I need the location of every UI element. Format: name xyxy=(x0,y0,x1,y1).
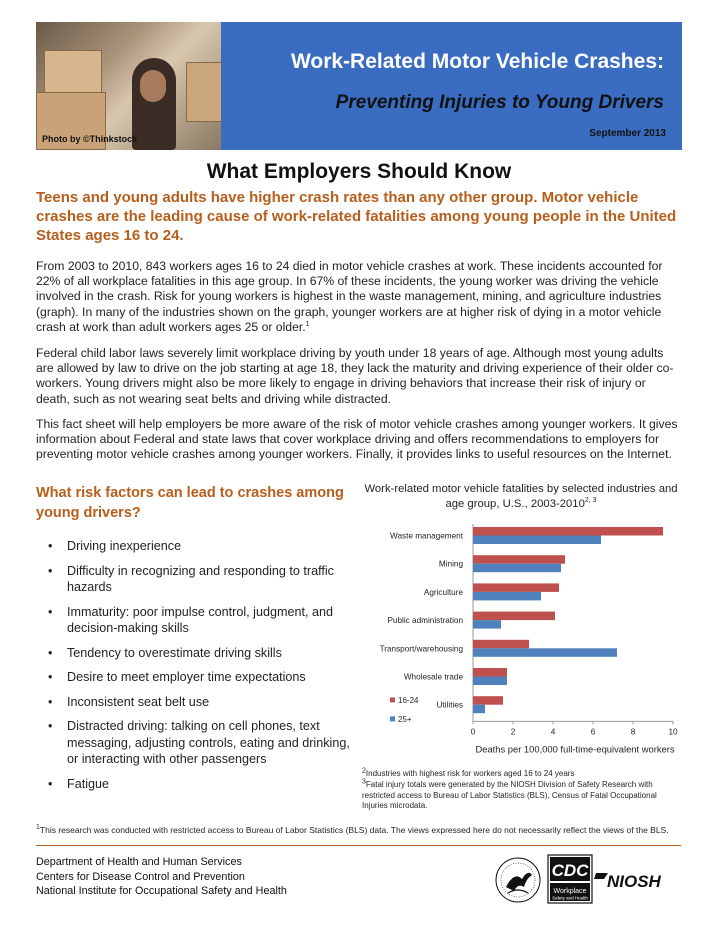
bar-25+ xyxy=(473,620,501,629)
agency-line-1: Department of Health and Human Services xyxy=(36,856,242,868)
niosh-logo xyxy=(594,872,662,891)
chart-title xyxy=(360,482,682,512)
bar-25+ xyxy=(473,564,561,573)
agency-block xyxy=(36,855,287,899)
document-subtitle: Preventing Injuries to Young Drivers xyxy=(335,92,664,113)
risk-item: • Desire to meet employer time expectations xyxy=(48,669,358,686)
risk-item: • Driving inexperience xyxy=(48,538,358,555)
agency-logos xyxy=(492,849,682,907)
niosh-logo-text: NIOSH xyxy=(607,872,661,891)
risk-heading: What risk factors can lead to crashes among young drivers? xyxy=(36,485,344,521)
x-tick-label: 0 xyxy=(470,727,476,737)
box-shape xyxy=(186,62,221,122)
bar-16-24 xyxy=(473,555,565,564)
chart-notes xyxy=(362,769,684,812)
risk-item: • Inconsistent seat belt use xyxy=(48,694,358,711)
body-paragraph-1-text: From 2003 to 2010, 843 workers ages 16 to 24 died in motor vehicle crashes at work. These incidents accounted for 22% of all workplace fatalities in this age group. In 67% of these incidents, the young worker was driving the vehicle involved in the crash. Risk for young workers is highest in the waste management, mining, and agriculture industries (graph). In many of the industries shown on the graph, younger workers are at higher risk of dying in a motor vehicle crash at work than adult workers ages 25 or older. xyxy=(36,259,663,334)
note-ref: 3 xyxy=(362,778,366,786)
x-tick-label: 4 xyxy=(550,727,556,737)
risk-item: • Immaturity: poor impulse control, judgment, and decision-making skills xyxy=(48,604,358,637)
x-tick-label: 2 xyxy=(510,727,516,737)
x-tick-label: 10 xyxy=(668,727,678,737)
bar-25+ xyxy=(473,705,485,714)
category-label: Utilities xyxy=(436,700,463,710)
cdc-sub-text: Workplace xyxy=(553,888,587,895)
lead-paragraph: Teens and young adults have higher crash rates than any other group. Motor vehicle crashes are the leading cause of work-related fatalities among young people in the United States ages 16 to 24. xyxy=(36,189,677,244)
x-axis-label: Deaths per 100,000 full-time-equivalent workers xyxy=(475,743,675,755)
risk-item: • Fatigue xyxy=(48,776,358,793)
bar-25+ xyxy=(473,536,601,545)
bar-16-24 xyxy=(473,668,507,677)
bar-16-24 xyxy=(473,696,503,705)
photo-credit: Photo by ©Thinkstock xyxy=(42,134,138,144)
box-shape xyxy=(44,50,102,94)
agency-line-2: Centers for Disease Control and Prevention xyxy=(36,870,245,883)
x-tick-label: 8 xyxy=(630,727,636,737)
driver-face xyxy=(140,70,166,102)
fatality-bar-chart xyxy=(360,520,682,765)
bar-16-24 xyxy=(473,640,529,649)
category-label: Agriculture xyxy=(423,587,463,597)
bar-16-24 xyxy=(473,583,559,592)
category-label: Public administration xyxy=(387,616,463,626)
risk-list xyxy=(48,538,358,792)
risk-item: • Distracted driving: talking on cell phones, text messaging, adjusting controls, eating and drinking, or interacting with other passengers xyxy=(48,718,358,768)
cdc-logo xyxy=(548,855,592,903)
chart-note-3-text: Fatal injury totals were generated by the NIOSH Division of Safety Research with restricted access to Bureau of Labor Statistics (BLS), Census of Fatal Occupational Injuries microdata. xyxy=(362,780,657,810)
cdc-logo-text: CDC xyxy=(551,861,589,880)
footer-divider xyxy=(36,845,681,846)
category-label: Transport/warehousing xyxy=(379,644,463,654)
chart-title-text: Work-related motor vehicle fatalities by selected industries and age group, U.S., 2003-2010 xyxy=(364,483,678,510)
hhs-seal-icon xyxy=(496,858,540,902)
category-label: Mining xyxy=(438,559,463,569)
x-tick-label: 6 xyxy=(590,727,596,737)
page-title: What Employers Should Know xyxy=(206,160,512,183)
category-label: Waste management xyxy=(390,531,463,541)
legend-label: 25+ xyxy=(398,714,412,724)
footnote-text: This research was conducted with restricted access to Bureau of Labor Statistics (BLS) data. The views expressed here do not necessarily reflect the views of the BLS. xyxy=(39,825,669,835)
body-paragraph-3: This fact sheet will help employers be more aware of the risk of motor vehicle crashes among younger workers. It gives information about Federal and state laws that cover workplace driving and offers recommendations to employers for preventing motor vehicle crashes among younger workers. Finally, it provides links to useful resources on the Internet. xyxy=(36,417,678,462)
chart-note-2 xyxy=(362,769,684,779)
bar-25+ xyxy=(473,592,541,601)
bar-25+ xyxy=(473,677,507,686)
category-label: Wholesale trade xyxy=(403,672,463,682)
document-title: Work-Related Motor Vehicle Crashes: xyxy=(290,50,664,73)
note-ref: 2 xyxy=(362,767,366,775)
chart-title-ref: 2, 3 xyxy=(584,497,597,505)
footnote-ref: 1 xyxy=(305,320,310,328)
chart-note-2-text: Industries with highest risk for workers aged 16 to 24 years xyxy=(365,769,575,778)
risk-item: • Difficulty in recognizing and responding to traffic hazards xyxy=(48,563,358,596)
agency-line-3: National Institute for Occupational Safety and Health xyxy=(36,885,287,897)
bar-25+ xyxy=(473,648,617,657)
risk-item: • Tendency to overestimate driving skills xyxy=(48,645,358,662)
header-photo xyxy=(36,22,221,150)
body-paragraph-1 xyxy=(36,259,681,335)
title-banner xyxy=(221,22,682,150)
cdc-sub2-text: Safety and Health xyxy=(552,895,588,901)
legend-label: 16-24 xyxy=(398,695,419,705)
publication-date: September 2013 xyxy=(589,128,666,139)
bar-16-24 xyxy=(473,527,663,536)
bar-16-24 xyxy=(473,612,555,621)
chart-note-3 xyxy=(362,780,684,811)
footnote-ref: 1 xyxy=(36,824,40,832)
footnote xyxy=(36,825,681,835)
legend-swatch xyxy=(390,697,395,702)
legend-swatch xyxy=(390,716,395,721)
body-paragraph-2: Federal child labor laws severely limit workplace driving by youth under 18 years of age. Although most young adults are allowed by law to drive on the job starting at age 18, they lack the maturity and driving experience of their older co-workers. Young drivers might also be more likely to engage in driving behaviors that increase their risk of injury or death, such as not wearing seat belts and driving while distracted. xyxy=(36,346,674,406)
